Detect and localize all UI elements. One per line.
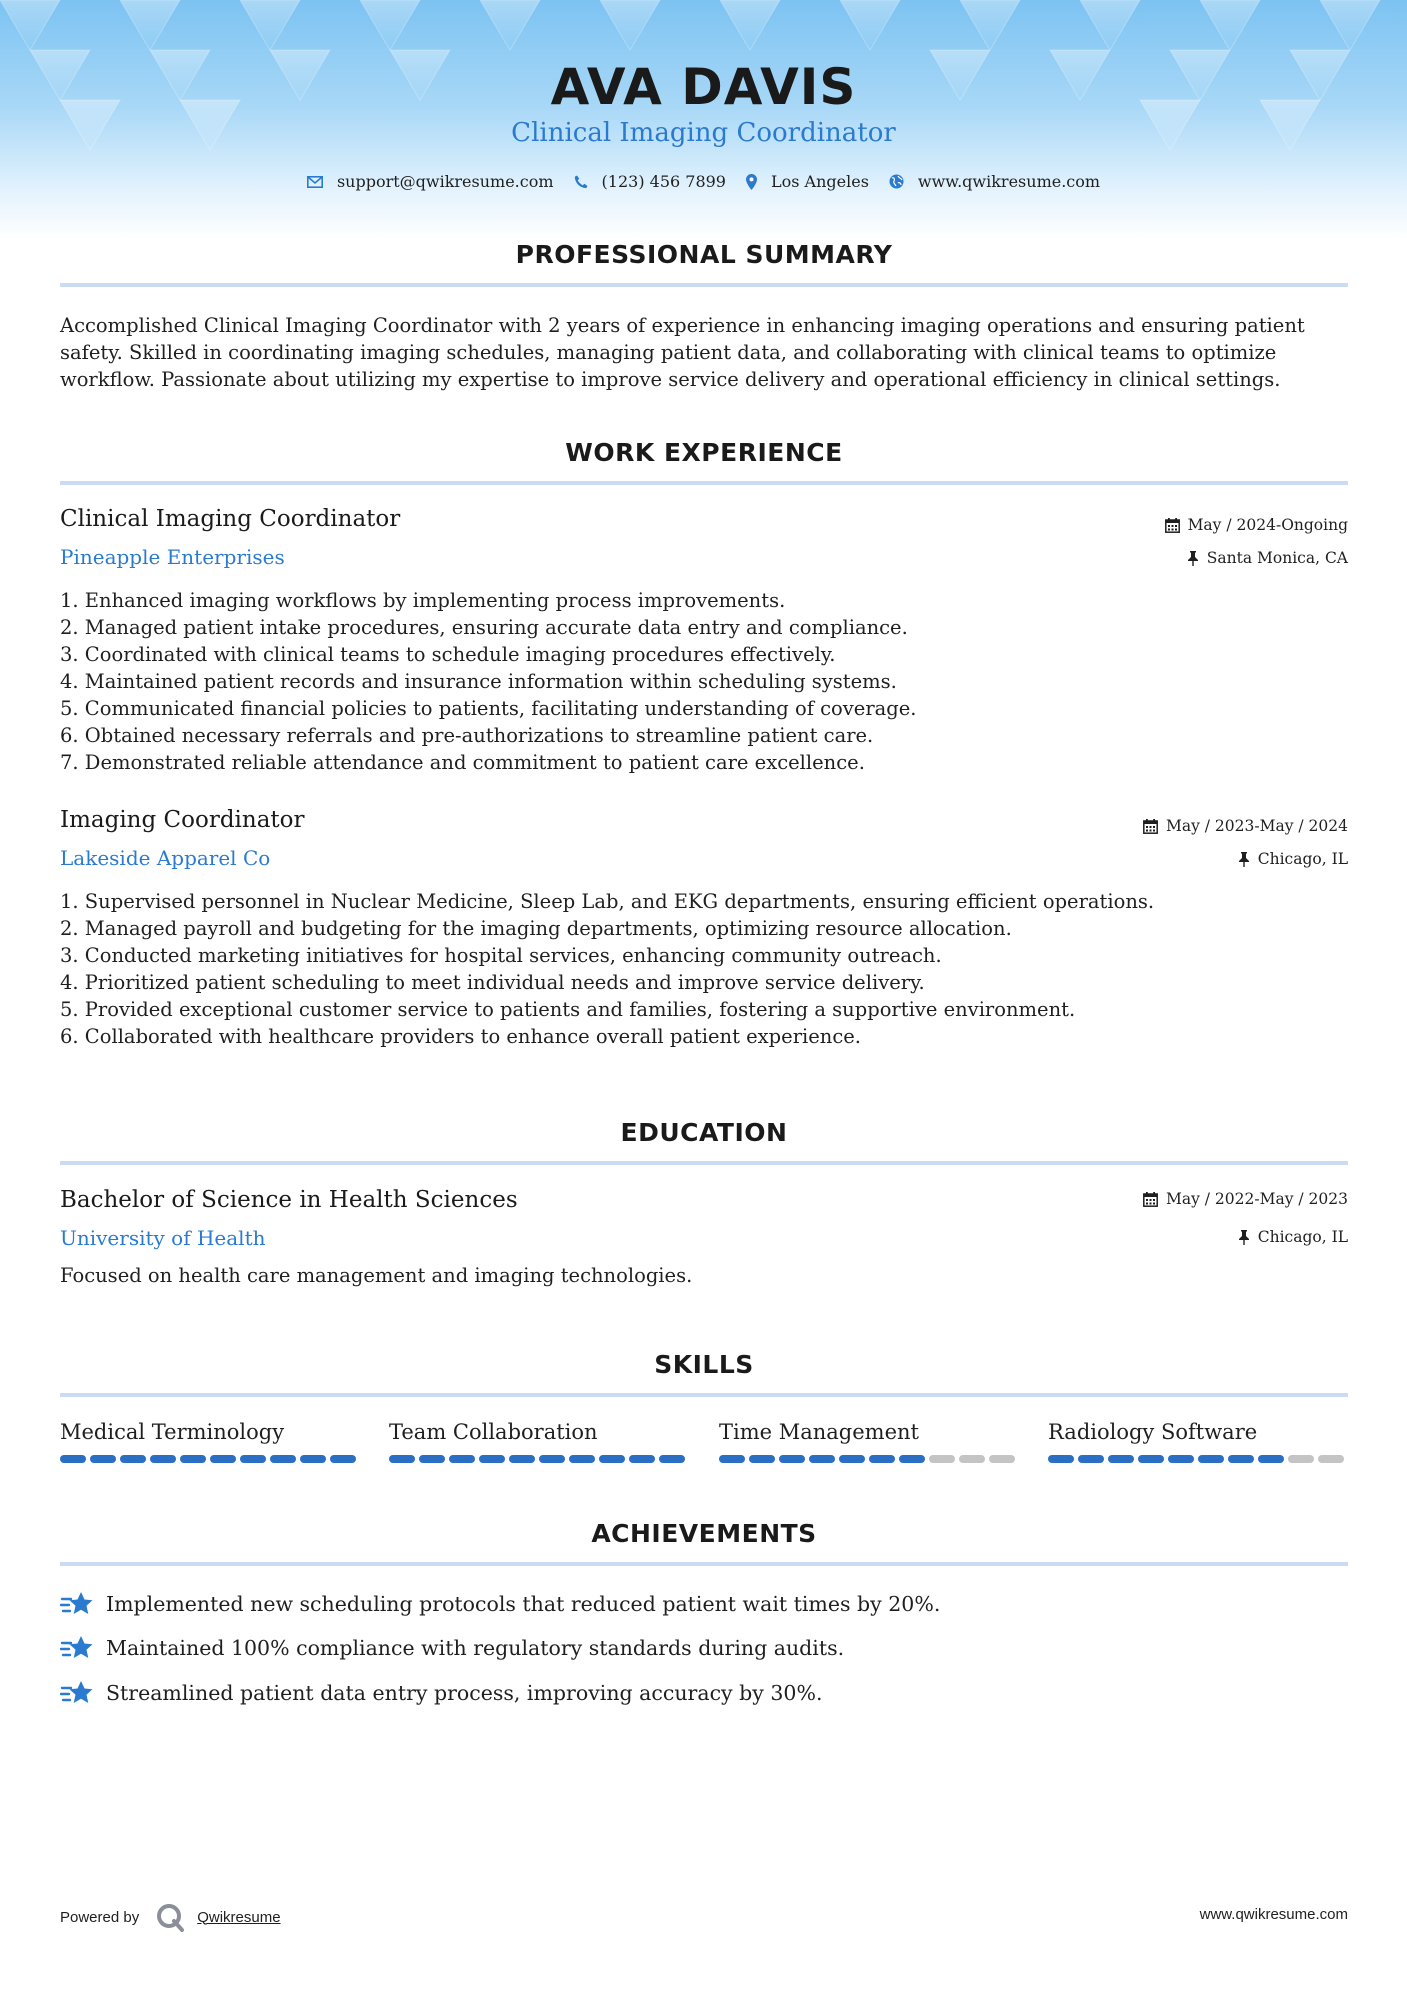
list-item: 6. Collaborated with healthcare providers to enhance overall patient experience.: [60, 1025, 862, 1048]
skill-dot-filled: [150, 1455, 176, 1463]
calendar-icon: [1143, 1192, 1158, 1207]
skill-dot-filled: [1198, 1455, 1224, 1463]
summary-heading: PROFESSIONAL SUMMARY: [515, 240, 893, 269]
list-item: 4. Maintained patient records and insurance information within scheduling systems.: [60, 670, 897, 693]
skill-dot-filled: [1228, 1455, 1254, 1463]
location-text: Santa Monica, CA: [1206, 549, 1348, 567]
star-badge-icon: [60, 1590, 94, 1618]
list-item: 1. Supervised personnel in Nuclear Medicine, Sleep Lab, and EKG departments, ensuring efficient operations.: [60, 890, 1155, 913]
skill-dot-filled: [629, 1455, 655, 1463]
job-title: Imaging Coordinator: [60, 807, 305, 833]
list-item: 4. Prioritized patient scheduling to meet individual needs and improve service delivery.: [60, 971, 925, 994]
education-description: Focused on health care management and imaging technologies.: [60, 1264, 693, 1287]
skills-divider: [60, 1393, 1348, 1397]
list-item: 6. Obtained necessary referrals and pre-authorizations to streamline patient care.: [60, 724, 874, 747]
skill-item: [1048, 1420, 1348, 1463]
dates-text: May / 2023-May / 2024: [1165, 817, 1348, 835]
achievement-item: [60, 1590, 940, 1618]
job-responsibilities: [60, 587, 1350, 776]
envelope-icon: [307, 176, 323, 188]
list-item: 3. Coordinated with clinical teams to schedule imaging procedures effectively.: [60, 643, 836, 666]
achievements-heading: ACHIEVEMENTS: [591, 1519, 817, 1548]
list-item: 5. Communicated financial policies to patients, facilitating understanding of coverage.: [60, 697, 917, 720]
star-badge-icon: [60, 1679, 94, 1707]
skill-dot-filled: [749, 1455, 775, 1463]
powered-by-label: Powered by: [60, 1908, 140, 1926]
globe-icon: [889, 174, 904, 189]
skills-heading: SKILLS: [654, 1350, 754, 1379]
skill-dot-filled: [839, 1455, 865, 1463]
company-name: Lakeside Apparel Co: [60, 846, 271, 870]
footer-powered-by: [60, 1902, 281, 1932]
skill-dot-empty: [1288, 1455, 1314, 1463]
skill-dot-empty: [959, 1455, 985, 1463]
skill-name: Team Collaboration: [389, 1420, 598, 1444]
education-heading: EDUCATION: [620, 1118, 788, 1147]
summary-text: [60, 312, 1350, 393]
experience-divider: [60, 481, 1348, 485]
company-name: Pineapple Enterprises: [60, 545, 285, 569]
achievement-item: [60, 1634, 844, 1662]
job-dates: [1143, 817, 1348, 835]
dates-text: May / 2022-May / 2023: [1165, 1190, 1348, 1208]
skill-dot-empty: [1318, 1455, 1344, 1463]
list-item: 2. Managed patient intake procedures, ensuring accurate data entry and compliance.: [60, 616, 908, 639]
contact-bar: [0, 172, 1407, 191]
phone-icon: [574, 175, 588, 189]
email-text: support@qwikresume.com: [336, 172, 554, 191]
calendar-icon: [1143, 819, 1158, 834]
footer-website[interactable]: www.qwikresume.com: [1199, 1906, 1348, 1923]
achievement-text: Streamlined patient data entry process, improving accuracy by 30%.: [106, 1681, 823, 1705]
list-item: 5. Provided exceptional customer service to patients and families, fostering a supportive environment.: [60, 998, 1076, 1021]
job-title: Clinical Imaging Coordinator: [60, 506, 401, 532]
school-name: University of Health: [60, 1226, 266, 1250]
skill-dot-filled: [659, 1455, 685, 1463]
skill-dot-filled: [569, 1455, 595, 1463]
star-badge-icon: [60, 1634, 94, 1662]
job-responsibilities: [60, 888, 1350, 1050]
skill-dot-filled: [330, 1455, 356, 1463]
job-location: [1187, 549, 1348, 567]
skill-dot-filled: [120, 1455, 146, 1463]
contact-phone[interactable]: [574, 172, 726, 191]
achievement-item: [60, 1679, 822, 1707]
skill-dot-filled: [389, 1455, 415, 1463]
skill-rating: [719, 1455, 1019, 1463]
skill-dot-filled: [539, 1455, 565, 1463]
list-item: 1. Enhanced imaging workflows by implementing process improvements.: [60, 589, 786, 612]
skill-dot-filled: [449, 1455, 475, 1463]
map-pin-icon: [746, 174, 757, 190]
skill-dot-filled: [1108, 1455, 1134, 1463]
skill-dot-filled: [90, 1455, 116, 1463]
summary-line: workflow. Passionate about utilizing my expertise to improve service delivery and operational efficiency in clinical settings.: [60, 368, 1281, 391]
list-item: 2. Managed payroll and budgeting for the imaging departments, optimizing resource allocation.: [60, 917, 1012, 940]
achievements-divider: [60, 1562, 1348, 1566]
achievement-text: Implemented new scheduling protocols that reduced patient wait times by 20%.: [106, 1592, 941, 1616]
summary-line: safety. Skilled in coordinating imaging schedules, managing patient data, and collaborating with clinical teams to optimize: [60, 341, 1277, 364]
qwikresume-link[interactable]: Qwikresume: [197, 1908, 281, 1926]
summary-divider: [60, 283, 1348, 287]
calendar-icon: [1165, 518, 1180, 533]
education-location: [1238, 1228, 1348, 1246]
skill-dot-filled: [1048, 1455, 1074, 1463]
skill-dot-filled: [270, 1455, 296, 1463]
contact-website[interactable]: [889, 172, 1100, 191]
skill-name: Radiology Software: [1048, 1420, 1258, 1444]
skill-rating: [1048, 1455, 1348, 1463]
skill-rating: [60, 1455, 360, 1463]
skill-dot-filled: [1258, 1455, 1284, 1463]
job-dates: [1165, 516, 1348, 534]
contact-email[interactable]: [307, 172, 554, 191]
education-divider: [60, 1161, 1348, 1165]
skill-dot-filled: [779, 1455, 805, 1463]
experience-heading: WORK EXPERIENCE: [565, 438, 843, 467]
skill-item: [60, 1420, 360, 1463]
pushpin-icon: [1238, 852, 1250, 867]
skill-rating: [389, 1455, 689, 1463]
skill-dot-filled: [809, 1455, 835, 1463]
website-text: www.qwikresume.com: [917, 172, 1101, 191]
candidate-role: Clinical Imaging Coordinator: [511, 118, 896, 148]
dates-text: May / 2024-Ongoing: [1187, 516, 1348, 534]
skill-dot-filled: [869, 1455, 895, 1463]
skill-dot-filled: [60, 1455, 86, 1463]
contact-location: [746, 172, 869, 191]
skill-dot-filled: [210, 1455, 236, 1463]
location-text: Chicago, IL: [1257, 850, 1348, 868]
skill-dot-filled: [509, 1455, 535, 1463]
phone-text: (123) 456 7899: [601, 172, 726, 191]
skill-dot-filled: [240, 1455, 266, 1463]
skill-name: Time Management: [719, 1420, 919, 1444]
skill-dot-filled: [899, 1455, 925, 1463]
location-text: Los Angeles: [770, 172, 869, 191]
list-item: 7. Demonstrated reliable attendance and commitment to patient care excellence.: [60, 751, 865, 774]
qwikresume-logo-icon: [155, 1902, 185, 1932]
skill-dot-filled: [1168, 1455, 1194, 1463]
pushpin-icon: [1187, 551, 1199, 566]
skill-dot-empty: [989, 1455, 1015, 1463]
skill-dot-filled: [300, 1455, 326, 1463]
skill-item: [389, 1420, 689, 1463]
skill-dot-filled: [1078, 1455, 1104, 1463]
summary-line: Accomplished Clinical Imaging Coordinator with 2 years of experience in enhancing imaging operations and ensuring patient: [60, 314, 1305, 337]
skill-name: Medical Terminology: [60, 1420, 285, 1444]
pushpin-icon: [1238, 1230, 1250, 1245]
skill-dot-filled: [180, 1455, 206, 1463]
achievement-text: Maintained 100% compliance with regulatory standards during audits.: [106, 1636, 845, 1660]
skill-dot-filled: [1138, 1455, 1164, 1463]
education-dates: [1143, 1190, 1348, 1208]
skill-dot-filled: [479, 1455, 505, 1463]
skill-dot-filled: [599, 1455, 625, 1463]
candidate-name: AVA DAVIS: [550, 58, 857, 116]
job-location: [1238, 850, 1348, 868]
skill-dot-empty: [929, 1455, 955, 1463]
skill-dot-filled: [419, 1455, 445, 1463]
skill-item: [719, 1420, 1019, 1463]
list-item: 3. Conducted marketing initiatives for hospital services, enhancing community outreach.: [60, 944, 942, 967]
degree-title: Bachelor of Science in Health Sciences: [60, 1187, 518, 1213]
skill-dot-filled: [719, 1455, 745, 1463]
location-text: Chicago, IL: [1257, 1228, 1348, 1246]
